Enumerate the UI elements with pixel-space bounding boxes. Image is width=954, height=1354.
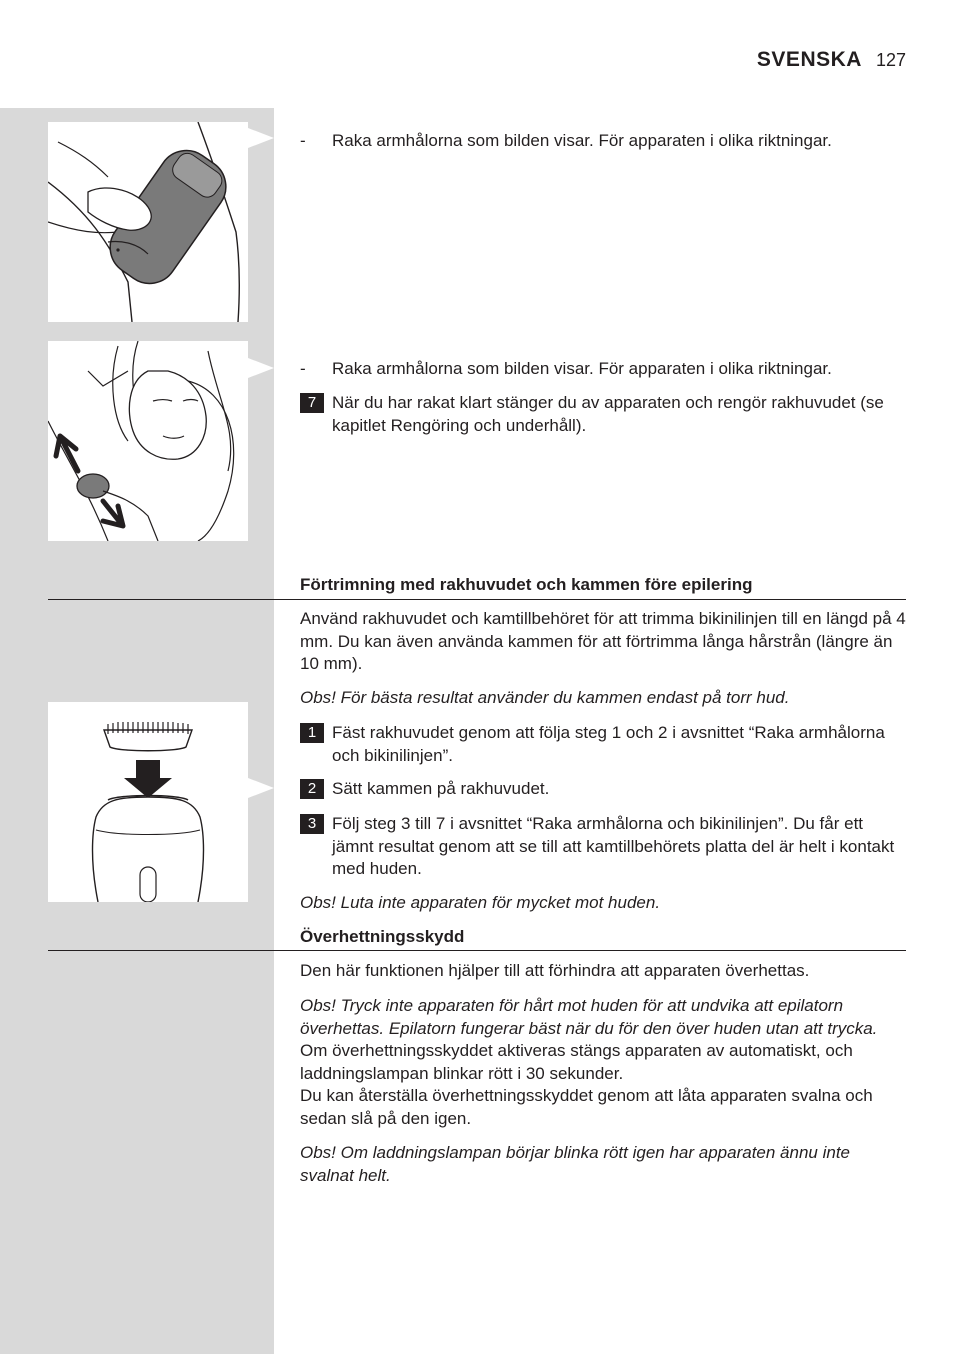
note-block <box>300 995 906 1130</box>
bullet-dash: - <box>300 359 306 378</box>
note: Obs! Om laddningslampan börjar blinka rött igen har apparaten ännu inte svalnat helt. <box>300 1143 851 1185</box>
page-header <box>757 48 906 74</box>
paragraph: Om överhettningsskyddet aktiveras stängs apparaten av automatiskt, och laddningslampan blinkar rött i 30 sekunder. <box>300 1041 853 1083</box>
bullet-dash: - <box>300 131 306 150</box>
paragraph: Använd rakhuvudet och kamtillbehöret för att trimma bikinilinjen till en längd på 4 mm. Du kan även använda kammen för att förtrimma långa hårstrån (längre än 10 mm). <box>300 609 906 673</box>
note: Obs! Luta inte apparaten för mycket mot huden. <box>300 893 661 912</box>
figure-pointer <box>248 778 274 798</box>
section-rule <box>48 599 906 600</box>
figure-woman-shaving <box>48 341 248 541</box>
section-rule <box>48 950 906 951</box>
paragraph: Du kan återställa överhettningsskyddet genom att låta apparaten svalna och sedan slå på den igen. <box>300 1086 873 1128</box>
paragraph: Den här funktionen hjälper till att förhindra att apparaten överhettas. <box>300 961 810 980</box>
armpit-shaving-illustration <box>48 122 248 322</box>
figure-pointer <box>248 128 274 148</box>
figure-comb-attachment <box>48 702 248 902</box>
step-item <box>300 722 906 767</box>
step-number: 2 <box>300 779 324 799</box>
step-text: Sätt kammen på rakhuvudet. <box>332 779 550 798</box>
note: Obs! För bästa resultat använder du kammen endast på torr hud. <box>300 688 790 707</box>
figure-armpit-shaving <box>48 122 248 322</box>
bullet-item <box>300 358 906 381</box>
step-text: När du har rakat klart stänger du av apparaten och rengör rakhuvudet (se kapitlet Rengöring och underhåll). <box>332 393 884 435</box>
step-text: Fäst rakhuvudet genom att följa steg 1 och 2 i avsnittet “Raka armhålorna och bikinilinjen”. <box>332 723 885 765</box>
comb-attachment-illustration <box>48 702 248 902</box>
bullet-item <box>300 130 906 153</box>
section-heading: Överhettningsskydd <box>300 927 465 946</box>
step-number: 3 <box>300 814 324 834</box>
language-label: SVENSKA <box>756 48 862 71</box>
step-item <box>300 392 906 437</box>
step-item <box>300 778 906 801</box>
step-text: Följ steg 3 till 7 i avsnittet “Raka armhålorna och bikinilinjen”. Du får ett jämnt resultat genom att se till att kamtillbehörets platta del är helt i kontakt med huden. <box>332 814 895 878</box>
note: Obs! Tryck inte apparaten för hårt mot huden för att undvika att epilatorn överhettas. Epilatorn fungerar bäst när du för den över huden utan att trycka. <box>300 996 878 1038</box>
page-number: 127 <box>875 50 906 70</box>
section-heading: Förtrimning med rakhuvudet och kammen före epilering <box>300 575 753 594</box>
bullet-text: Raka armhålorna som bilden visar. För apparaten i olika riktningar. <box>332 131 832 150</box>
step-number: 1 <box>300 723 324 743</box>
step-number: 7 <box>300 393 324 413</box>
step-item <box>300 813 906 881</box>
figure-pointer <box>248 358 274 378</box>
bullet-text: Raka armhålorna som bilden visar. För apparaten i olika riktningar. <box>332 359 832 378</box>
woman-shaving-armpit-illustration <box>48 341 248 541</box>
